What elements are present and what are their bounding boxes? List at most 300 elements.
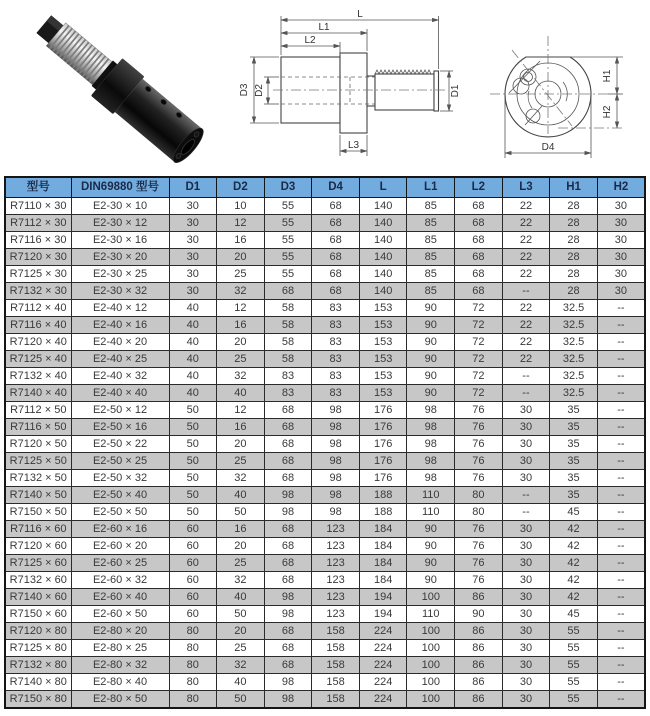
dimension-cell: 45	[550, 606, 598, 623]
din-model-cell: E2-60 × 50	[71, 606, 169, 623]
dimension-cell: 35	[550, 436, 598, 453]
dimension-cell: 55	[550, 657, 598, 674]
dimension-cell: 123	[312, 606, 360, 623]
end-view-drawing	[458, 0, 648, 175]
dimension-cell: 80	[169, 691, 217, 709]
dimension-cell: 30	[502, 572, 550, 589]
dimension-cell: 60	[169, 572, 217, 589]
dimension-cell: 153	[359, 317, 407, 334]
dimension-cell: 50	[169, 419, 217, 436]
model-cell: R7150 × 80	[5, 691, 71, 709]
dimension-cell: 55	[264, 232, 312, 249]
dimension-cell: 16	[217, 521, 265, 538]
dimension-cell: 98	[264, 589, 312, 606]
dimension-cell: 32	[217, 470, 265, 487]
dimension-cell: 140	[359, 283, 407, 300]
dimension-cell: 100	[407, 640, 455, 657]
dimension-cell: 60	[169, 521, 217, 538]
dimension-cell: 90	[407, 521, 455, 538]
model-cell: R7112 × 30	[5, 215, 71, 232]
dimension-cell: 55	[264, 266, 312, 283]
dimension-cell: 40	[169, 334, 217, 351]
flange-outline	[340, 53, 367, 133]
dimension-cell: 42	[550, 521, 598, 538]
dimension-cell: --	[597, 691, 645, 709]
dimension-cell: 85	[407, 249, 455, 266]
table-row	[5, 317, 645, 334]
model-cell: R7132 × 50	[5, 470, 71, 487]
model-cell: R7125 × 30	[5, 266, 71, 283]
dimension-cell: 72	[455, 351, 503, 368]
din-model-cell: E2-60 × 40	[71, 589, 169, 606]
dimension-cell: 83	[312, 300, 360, 317]
dimension-cell: 83	[312, 385, 360, 402]
dimension-cell: --	[597, 334, 645, 351]
dimension-cell: 83	[264, 385, 312, 402]
dimension-cell: 140	[359, 232, 407, 249]
dimension-cell: 55	[264, 198, 312, 215]
dimension-cell: 58	[264, 300, 312, 317]
din-model-cell: E2-40 × 12	[71, 300, 169, 317]
dimension-cell: 140	[359, 198, 407, 215]
table-row	[5, 402, 645, 419]
dimension-cell: 30	[597, 283, 645, 300]
dimension-cell: 30	[597, 215, 645, 232]
dimension-cell: 25	[217, 640, 265, 657]
dimension-cell: 123	[312, 572, 360, 589]
dimension-cell: 50	[169, 487, 217, 504]
table-row	[5, 232, 645, 249]
dimension-cell: 30	[502, 589, 550, 606]
dimension-cell: --	[597, 351, 645, 368]
dimension-cell: 68	[455, 232, 503, 249]
dimension-cell: 35	[550, 470, 598, 487]
dimension-cell: 68	[264, 657, 312, 674]
dimension-cell: 184	[359, 521, 407, 538]
model-cell: R7120 × 60	[5, 538, 71, 555]
table-row	[5, 589, 645, 606]
dimension-cell: 30	[169, 249, 217, 266]
model-cell: R7120 × 80	[5, 623, 71, 640]
table-row	[5, 470, 645, 487]
dimension-cell: 83	[312, 368, 360, 385]
dimension-cell: 188	[359, 504, 407, 521]
dimension-cell: 28	[550, 266, 598, 283]
dimension-cell: 30	[597, 198, 645, 215]
dimension-cell: 86	[455, 589, 503, 606]
dimension-cell: 28	[550, 198, 598, 215]
dimension-cell: 20	[217, 538, 265, 555]
dimension-cell: 72	[455, 368, 503, 385]
dimension-cell: 32	[217, 283, 265, 300]
model-cell: R7116 × 40	[5, 317, 71, 334]
dimension-cell: 85	[407, 266, 455, 283]
dimension-cell: --	[597, 402, 645, 419]
dimension-cell: 90	[455, 606, 503, 623]
dimension-cell: 50	[169, 402, 217, 419]
dimension-cell: 50	[169, 453, 217, 470]
table-row	[5, 487, 645, 504]
dimension-cell: 123	[312, 555, 360, 572]
dimension-cell: --	[597, 657, 645, 674]
table-row	[5, 300, 645, 317]
table-row	[5, 351, 645, 368]
dimension-cell: 80	[169, 640, 217, 657]
dimension-cell: 30	[597, 232, 645, 249]
dimension-cell: 86	[455, 674, 503, 691]
dimension-cell: 98	[312, 470, 360, 487]
dimension-cell: 224	[359, 623, 407, 640]
din-model-cell: E2-50 × 32	[71, 470, 169, 487]
dimension-cell: 194	[359, 606, 407, 623]
dimension-cell: 184	[359, 538, 407, 555]
dimension-cell: 176	[359, 470, 407, 487]
dimension-cell: 68	[312, 266, 360, 283]
dimension-cell: 42	[550, 555, 598, 572]
din-model-cell: E2-30 × 10	[71, 198, 169, 215]
dimension-cell: 176	[359, 419, 407, 436]
dimension-cell: 158	[312, 640, 360, 657]
model-cell: R7112 × 50	[5, 402, 71, 419]
dimension-cell: 85	[407, 283, 455, 300]
dimension-cell: 153	[359, 334, 407, 351]
dimension-cell: 20	[217, 249, 265, 266]
dimension-cell: 188	[359, 487, 407, 504]
dimension-cell: 176	[359, 436, 407, 453]
dimension-cell: 68	[264, 555, 312, 572]
dimension-cell: 22	[502, 300, 550, 317]
dimension-cell: 68	[312, 249, 360, 266]
dimension-cell: 153	[359, 351, 407, 368]
dimension-cell: 68	[312, 232, 360, 249]
dimension-cell: 68	[455, 266, 503, 283]
dimension-cell: 40	[169, 300, 217, 317]
model-cell: R7140 × 50	[5, 487, 71, 504]
dimension-cell: 28	[550, 215, 598, 232]
column-header-7: L1	[407, 177, 455, 198]
dimension-cell: 110	[407, 504, 455, 521]
dimension-cell: 28	[550, 232, 598, 249]
dimension-cell: 30	[502, 470, 550, 487]
model-cell: R7140 × 40	[5, 385, 71, 402]
dimension-cell: 60	[169, 589, 217, 606]
table-row	[5, 385, 645, 402]
dimension-cell: --	[502, 487, 550, 504]
table-row	[5, 623, 645, 640]
shank-end-cap	[434, 71, 439, 111]
model-cell: R7116 × 60	[5, 521, 71, 538]
dimension-cell: 32	[217, 657, 265, 674]
dimension-cell: 76	[455, 555, 503, 572]
dimension-cell: 90	[407, 385, 455, 402]
dimension-cell: 68	[455, 283, 503, 300]
dimension-cell: 32.5	[550, 334, 598, 351]
dim-label-H1: H1	[602, 69, 613, 83]
dimension-cell: --	[597, 555, 645, 572]
dimension-cell: 30	[169, 266, 217, 283]
dimension-cell: 72	[455, 300, 503, 317]
dimension-cell: --	[597, 300, 645, 317]
dimension-cell: 32.5	[550, 385, 598, 402]
dimension-cell: 25	[217, 266, 265, 283]
din-model-cell: E2-60 × 32	[71, 572, 169, 589]
dimension-cell: 42	[550, 538, 598, 555]
model-cell: R7150 × 60	[5, 606, 71, 623]
dimension-cell: 85	[407, 198, 455, 215]
dimension-cell: 30	[169, 232, 217, 249]
dimension-cell: 68	[264, 402, 312, 419]
dimension-cell: 98	[312, 487, 360, 504]
dimension-cell: 123	[312, 589, 360, 606]
table-row	[5, 504, 645, 521]
column-header-10: H1	[550, 177, 598, 198]
dimension-cell: 76	[455, 470, 503, 487]
dimension-cell: 224	[359, 657, 407, 674]
dimension-cell: 110	[407, 606, 455, 623]
model-cell: R7120 × 30	[5, 249, 71, 266]
dimension-cell: 55	[264, 215, 312, 232]
dimension-cell: --	[502, 368, 550, 385]
dimension-cell: 55	[550, 640, 598, 657]
dimension-cell: 60	[169, 538, 217, 555]
dimension-cell: --	[597, 572, 645, 589]
column-header-5: D4	[312, 177, 360, 198]
dimension-cell: 86	[455, 657, 503, 674]
dimension-cell: --	[597, 538, 645, 555]
model-cell: R7132 × 30	[5, 283, 71, 300]
table-row	[5, 572, 645, 589]
dimension-cell: 22	[502, 351, 550, 368]
model-cell: R7140 × 60	[5, 589, 71, 606]
dimension-cell: 98	[264, 606, 312, 623]
dimension-cell: 80	[455, 504, 503, 521]
dimension-cell: 50	[217, 504, 265, 521]
dimension-cell: 98	[312, 504, 360, 521]
dimension-cell: 30	[502, 691, 550, 709]
dimension-cell: 22	[502, 317, 550, 334]
model-cell: R7116 × 30	[5, 232, 71, 249]
dimension-cell: 25	[217, 555, 265, 572]
dimension-cell: 32	[217, 368, 265, 385]
dimension-cell: 10	[217, 198, 265, 215]
dimension-cell: 32.5	[550, 368, 598, 385]
dimension-cell: 98	[312, 419, 360, 436]
din-model-cell: E2-50 × 12	[71, 402, 169, 419]
dimension-cell: 68	[264, 640, 312, 657]
dimension-cell: 100	[407, 623, 455, 640]
table-row	[5, 436, 645, 453]
din-model-cell: E2-50 × 22	[71, 436, 169, 453]
table-row	[5, 419, 645, 436]
dim-label-H2: H2	[602, 105, 613, 119]
dimension-cell: --	[502, 385, 550, 402]
dimension-cell: 83	[312, 351, 360, 368]
dimension-cell: 176	[359, 402, 407, 419]
dimension-cell: 76	[455, 436, 503, 453]
dim-label-L1: L1	[318, 22, 330, 33]
model-cell: R7125 × 80	[5, 640, 71, 657]
dimension-cell: 50	[169, 504, 217, 521]
dimension-cell: 32.5	[550, 300, 598, 317]
dimension-cell: 158	[312, 674, 360, 691]
dimension-cell: --	[597, 487, 645, 504]
dimension-cell: 72	[455, 317, 503, 334]
dim-label-L2: L2	[304, 35, 316, 46]
din-model-cell: E2-30 × 25	[71, 266, 169, 283]
dimension-cell: 85	[407, 232, 455, 249]
din-model-cell: E2-80 × 50	[71, 691, 169, 709]
dim-label-L: L	[357, 9, 363, 20]
dimension-cell: 28	[550, 249, 598, 266]
din-model-cell: E2-80 × 20	[71, 623, 169, 640]
dimension-cell: 72	[455, 385, 503, 402]
table-row	[5, 657, 645, 674]
dimension-cell: 30	[502, 555, 550, 572]
side-view-drawing	[224, 0, 464, 175]
dimension-cell: 176	[359, 453, 407, 470]
dimension-cell: 40	[217, 589, 265, 606]
dimension-cell: 140	[359, 266, 407, 283]
dimension-cell: 40	[217, 385, 265, 402]
table-row	[5, 538, 645, 555]
dimension-cell: 98	[312, 453, 360, 470]
dimension-cell: 22	[502, 334, 550, 351]
dimension-cell: 40	[217, 674, 265, 691]
dimension-cell: 50	[217, 691, 265, 709]
dimension-cell: 55	[550, 623, 598, 640]
dimension-cell: 22	[502, 215, 550, 232]
dimension-cell: 30	[597, 249, 645, 266]
dimension-cell: 158	[312, 691, 360, 709]
model-cell: R7132 × 80	[5, 657, 71, 674]
dimension-cell: 76	[455, 419, 503, 436]
dimension-cell: --	[502, 283, 550, 300]
dimension-cell: 16	[217, 317, 265, 334]
dimension-cell: 158	[312, 623, 360, 640]
shank-outline	[375, 74, 434, 110]
dimension-cell: 140	[359, 215, 407, 232]
dimension-cell: 30	[502, 657, 550, 674]
din-model-cell: E2-60 × 25	[71, 555, 169, 572]
dimension-cell: 30	[502, 419, 550, 436]
table-row	[5, 640, 645, 657]
table-row	[5, 606, 645, 623]
dimension-cell: --	[597, 436, 645, 453]
dimension-cell: 68	[312, 215, 360, 232]
din-model-cell: E2-40 × 40	[71, 385, 169, 402]
dimension-cell: 32.5	[550, 317, 598, 334]
dimension-cell: 224	[359, 640, 407, 657]
dimension-cell: 123	[312, 538, 360, 555]
model-cell: R7150 × 50	[5, 504, 71, 521]
dimension-cell: 68	[264, 538, 312, 555]
dimension-cell: --	[597, 385, 645, 402]
dimension-cell: 68	[264, 419, 312, 436]
dimension-cell: --	[597, 419, 645, 436]
din-model-cell: E2-60 × 16	[71, 521, 169, 538]
spec-table	[4, 176, 646, 709]
dimension-cell: 153	[359, 385, 407, 402]
dimension-cell: 98	[312, 436, 360, 453]
table-row	[5, 691, 645, 709]
table-header	[5, 177, 645, 198]
dimension-cell: 158	[312, 657, 360, 674]
dimension-cell: 68	[264, 572, 312, 589]
din-model-cell: E2-50 × 16	[71, 419, 169, 436]
dimension-cell: 58	[264, 317, 312, 334]
dimension-cell: 90	[407, 555, 455, 572]
dimension-cell: 30	[502, 521, 550, 538]
dimension-cell: 76	[455, 572, 503, 589]
dimension-cell: 98	[312, 402, 360, 419]
dimension-cell: --	[597, 504, 645, 521]
dimension-cell: 184	[359, 572, 407, 589]
dimension-cell: 40	[169, 351, 217, 368]
column-header-3: D2	[217, 177, 265, 198]
dimension-cell: 68	[264, 453, 312, 470]
dimension-cell: 140	[359, 249, 407, 266]
dimension-cell: 22	[502, 266, 550, 283]
dimension-cell: 35	[550, 419, 598, 436]
dimension-cell: 90	[407, 368, 455, 385]
tool-holder-shape	[28, 5, 209, 166]
dimension-cell: 153	[359, 300, 407, 317]
table-row	[5, 521, 645, 538]
neck-outline	[367, 76, 375, 106]
dimension-cell: 35	[550, 487, 598, 504]
dimension-cell: 80	[455, 487, 503, 504]
dimension-cell: 50	[169, 470, 217, 487]
dim-label-D4: D4	[541, 142, 555, 153]
dimension-cell: 76	[455, 521, 503, 538]
dimension-cell: 22	[502, 232, 550, 249]
dim-label-D2: D2	[254, 84, 265, 97]
table-row	[5, 198, 645, 215]
dimension-cell: --	[597, 606, 645, 623]
dimension-cell: 90	[407, 300, 455, 317]
model-cell: R7132 × 60	[5, 572, 71, 589]
dimension-cell: 30	[502, 606, 550, 623]
dimension-cell: 72	[455, 334, 503, 351]
dimension-cell: 110	[407, 487, 455, 504]
dimension-cell: 98	[407, 453, 455, 470]
column-header-4: D3	[264, 177, 312, 198]
din-model-cell: E2-50 × 25	[71, 453, 169, 470]
table-row	[5, 283, 645, 300]
dimension-cell: 30	[502, 538, 550, 555]
din-model-cell: E2-50 × 50	[71, 504, 169, 521]
dimension-cell: 76	[455, 538, 503, 555]
din-model-cell: E2-30 × 12	[71, 215, 169, 232]
column-header-11: H2	[597, 177, 645, 198]
model-cell: R7132 × 40	[5, 368, 71, 385]
dimension-cell: --	[597, 674, 645, 691]
dimension-cell: --	[597, 317, 645, 334]
dimension-cell: --	[502, 504, 550, 521]
dimension-cell: 22	[502, 249, 550, 266]
dimension-cell: 40	[217, 487, 265, 504]
column-header-0: 型号	[5, 177, 71, 198]
dimension-cell: 68	[312, 283, 360, 300]
dimension-cell: 40	[169, 317, 217, 334]
product-photo	[18, 4, 218, 166]
model-cell: R7140 × 80	[5, 674, 71, 691]
dimension-cell: 68	[264, 470, 312, 487]
dimension-cell: 30	[502, 453, 550, 470]
dimension-cell: 90	[407, 572, 455, 589]
dimension-cell: 224	[359, 691, 407, 709]
dimension-cell: 83	[264, 368, 312, 385]
